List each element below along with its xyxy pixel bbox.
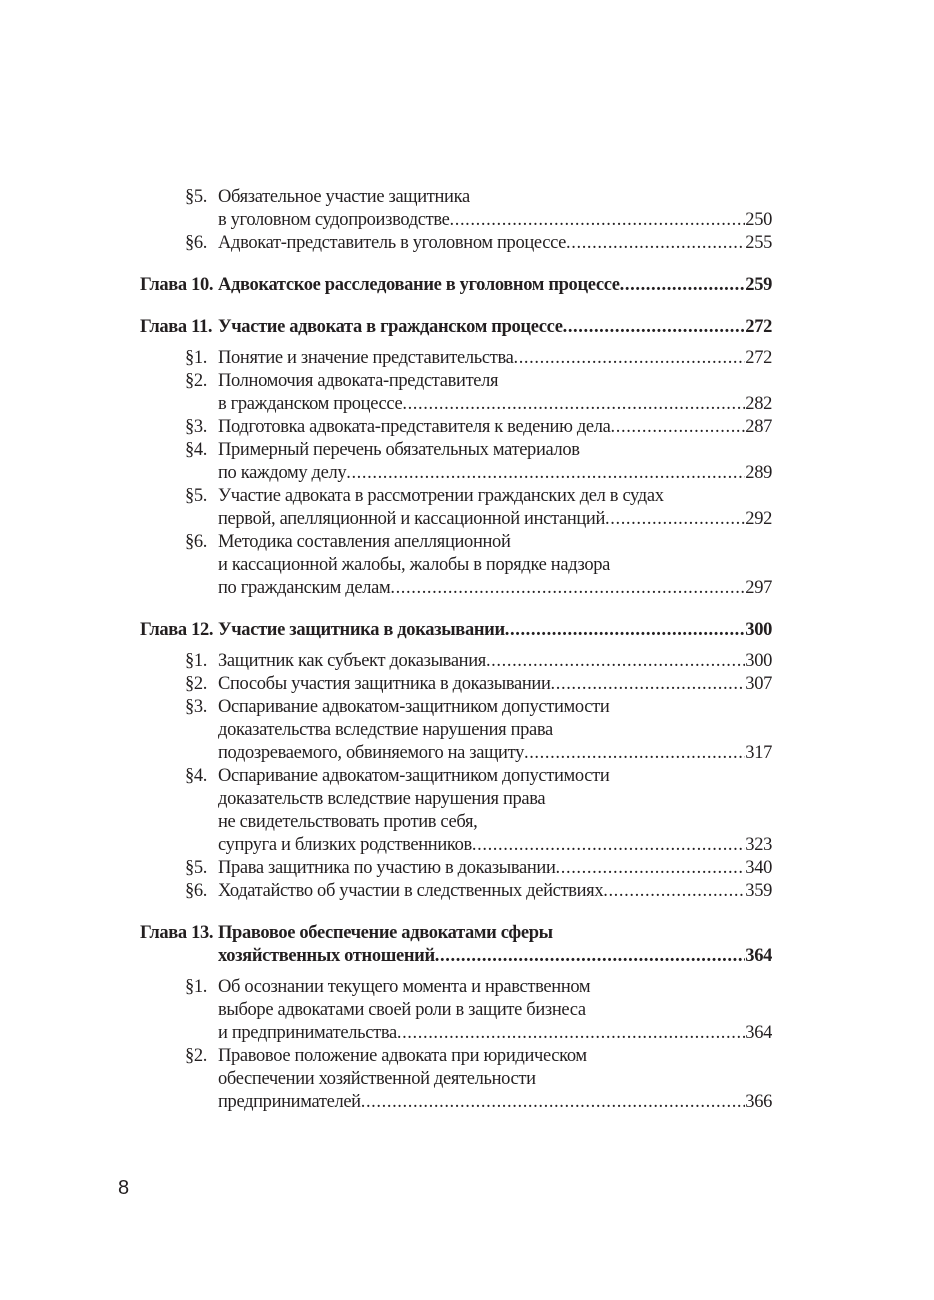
dot-leader (486, 650, 745, 673)
page-number: 8 (118, 1177, 130, 1199)
dot-leader (402, 393, 745, 416)
entry-title-line (218, 673, 772, 696)
entry-title-text: и кассационной жалобы, жалобы в порядке надзора (218, 555, 611, 575)
entry-title-line (218, 1022, 772, 1045)
toc-chapter[interactable] (140, 274, 772, 297)
entry-title-text: Способы участия защитника в доказывании (218, 674, 551, 694)
entry-title-line (218, 719, 772, 742)
entry-number: §6. (185, 881, 208, 901)
page-reference: 366 (745, 1092, 772, 1112)
entry-title-line (218, 650, 772, 673)
entry-title-line (218, 370, 772, 393)
entry-title-line (218, 788, 772, 811)
entry-title-text: Об осознании текущего момента и нравственном (218, 977, 591, 997)
page-reference: 272 (745, 317, 772, 337)
toc-section[interactable] (140, 976, 772, 1045)
entry-title-text: Адвокат-представитель в уголовном процессе (218, 233, 567, 253)
entry-title-text: и предпринимательства (218, 1023, 397, 1043)
toc-section[interactable] (140, 439, 772, 485)
entry-title-text: Подготовка адвоката-представителя к ведению дела (218, 417, 611, 437)
entry-title-text: не свидетельствовать против себя, (218, 812, 478, 832)
entry-title-text: Оспаривание адвокатом-защитником допустимости (218, 697, 610, 717)
dot-leader (605, 508, 745, 531)
toc-section[interactable] (140, 696, 772, 765)
toc-section[interactable] (140, 232, 772, 255)
page-reference: 307 (745, 674, 772, 694)
entry-number: Глава 11. (140, 317, 213, 337)
toc-section[interactable] (140, 370, 772, 416)
table-of-contents (140, 186, 772, 1114)
dot-leader (551, 673, 746, 696)
dot-leader (611, 416, 746, 439)
page-reference: 250 (745, 210, 772, 230)
entry-title-text: Адвокатское расследование в уголовном процессе (218, 275, 620, 295)
dot-leader (397, 1022, 745, 1045)
toc-section[interactable] (140, 1045, 772, 1114)
entry-title-line (218, 416, 772, 439)
entry-title-text: Участие адвоката в рассмотрении гражданских дел в судах (218, 486, 664, 506)
entry-title-line (218, 316, 772, 339)
entry-number: §3. (185, 697, 208, 717)
entry-title-line (218, 811, 772, 834)
entry-title-line (218, 485, 772, 508)
entry-number: §3. (185, 417, 208, 437)
dot-leader (566, 232, 745, 255)
entry-title-text: Обязательное участие защитника (218, 187, 470, 207)
entry-title-text: Правовое положение адвоката при юридическом (218, 1046, 587, 1066)
entry-number: §6. (185, 532, 208, 552)
entry-title-line (218, 976, 772, 999)
entry-title-text: Права защитника по участию в доказывании (218, 858, 556, 878)
dot-leader (505, 619, 746, 642)
entry-title-line (218, 765, 772, 788)
entry-title-text: Правовое обеспечение адвокатами сферы (218, 923, 553, 943)
entry-title-line (218, 393, 772, 416)
entry-title-line (218, 880, 772, 903)
entry-number: §1. (185, 348, 208, 368)
page-reference: 300 (745, 651, 772, 671)
toc-section[interactable] (140, 673, 772, 696)
entry-title-line (218, 462, 772, 485)
entry-title-text: Понятие и значение представительства (218, 348, 514, 368)
entry-title-text: Оспаривание адвокатом-защитником допустимости (218, 766, 610, 786)
dot-leader (513, 347, 745, 370)
entry-number: §6. (185, 233, 208, 253)
entry-number: §1. (185, 977, 208, 997)
entry-title-text: доказательств вследствие нарушения права (218, 789, 546, 809)
dot-leader (563, 316, 746, 339)
entry-number: §5. (185, 187, 208, 207)
page-reference: 359 (745, 881, 772, 901)
page-reference: 300 (745, 620, 772, 640)
entry-title-text: Примерный перечень обязательных материалов (218, 440, 580, 460)
dot-leader (390, 577, 745, 600)
page-reference: 255 (745, 233, 772, 253)
entry-title-text: Защитник как субъект доказывания (218, 651, 486, 671)
entry-title-line (218, 742, 772, 765)
toc-section[interactable] (140, 416, 772, 439)
dot-leader (620, 274, 746, 297)
dot-leader (450, 209, 746, 232)
toc-section[interactable] (140, 880, 772, 903)
page-reference: 297 (745, 578, 772, 598)
entry-number: §2. (185, 674, 208, 694)
entry-number: §5. (185, 486, 208, 506)
entry-title-text: Участие адвоката в гражданском процессе (218, 317, 563, 337)
entry-title-line (218, 347, 772, 370)
entry-title-line (218, 508, 772, 531)
entry-title-line (218, 1068, 772, 1091)
entry-title-line (218, 857, 772, 880)
entry-title-text: Ходатайство об участии в следственных действиях (218, 881, 604, 901)
entry-title-text: по гражданским делам (218, 578, 391, 598)
entry-title-line (218, 232, 772, 255)
entry-title-line (218, 619, 772, 642)
entry-title-text: предпринимателей (218, 1092, 361, 1112)
entry-title-line (218, 999, 772, 1022)
entry-title-line (218, 1091, 772, 1114)
page-reference: 340 (745, 858, 772, 878)
page-reference: 364 (745, 1023, 772, 1043)
entry-number: §4. (185, 766, 208, 786)
toc-section[interactable] (140, 347, 772, 370)
toc-section[interactable] (140, 186, 772, 232)
page-reference: 323 (745, 835, 772, 855)
entry-title-text: Методика составления апелляционной (218, 532, 511, 552)
page-reference: 272 (745, 348, 772, 368)
toc-section[interactable] (140, 485, 772, 531)
entry-title-line (218, 945, 772, 968)
page-reference: 259 (745, 275, 772, 295)
toc-section[interactable] (140, 765, 772, 857)
entry-title-text: Полномочия адвоката-представителя (218, 371, 499, 391)
entry-title-line (218, 577, 772, 600)
entry-number: Глава 12. (140, 620, 214, 640)
entry-number: §2. (185, 1046, 208, 1066)
entry-title-line (218, 834, 772, 857)
toc-chapter[interactable] (140, 316, 772, 339)
entry-title-text: хозяйственных отношений (218, 946, 435, 966)
toc-chapter[interactable] (140, 619, 772, 642)
page-reference: 317 (745, 743, 772, 763)
dot-leader (435, 945, 746, 968)
page-reference: 282 (745, 394, 772, 414)
dot-leader (361, 1091, 746, 1114)
page-reference: 289 (745, 463, 772, 483)
dot-leader (472, 834, 745, 857)
entry-title-line (218, 186, 772, 209)
page-reference: 364 (745, 946, 772, 966)
dot-leader (603, 880, 745, 903)
dot-leader (346, 462, 745, 485)
entry-title-line (218, 209, 772, 232)
page-reference: 287 (745, 417, 772, 437)
entry-title-line (218, 554, 772, 577)
entry-title-text: выборе адвокатами своей роли в защите бизнеса (218, 1000, 586, 1020)
entry-title-text: по каждому делу (218, 463, 347, 483)
page-reference: 292 (745, 509, 772, 529)
toc-section[interactable] (140, 531, 772, 600)
entry-title-line (218, 439, 772, 462)
toc-section[interactable] (140, 857, 772, 880)
entry-title-text: супруга и близких родственников (218, 835, 472, 855)
entry-number: §2. (185, 371, 208, 391)
entry-title-text: в уголовном судопроизводстве (218, 210, 450, 230)
entry-title-line (218, 922, 772, 945)
entry-title-line (218, 1045, 772, 1068)
toc-section[interactable] (140, 650, 772, 673)
entry-number: §5. (185, 858, 208, 878)
toc-chapter[interactable] (140, 922, 772, 968)
entry-title-text: Участие защитника в доказывании (218, 620, 505, 640)
entry-number: Глава 13. (140, 923, 214, 943)
entry-number: Глава 10. (140, 275, 214, 295)
entry-number: §4. (185, 440, 208, 460)
entry-title-text: в гражданском процессе (218, 394, 403, 414)
entry-title-text: доказательства вследствие нарушения права (218, 720, 553, 740)
entry-title-text: обеспечении хозяйственной деятельности (218, 1069, 536, 1089)
entry-title-text: первой, апелляционной и кассационной инстанций (218, 509, 606, 529)
dot-leader (556, 857, 746, 880)
entry-title-line (218, 696, 772, 719)
entry-title-line (218, 531, 772, 554)
entry-title-text: подозреваемого, обвиняемого на защиту (218, 743, 524, 763)
dot-leader (524, 742, 745, 765)
entry-title-line (218, 274, 772, 297)
entry-number: §1. (185, 651, 208, 671)
